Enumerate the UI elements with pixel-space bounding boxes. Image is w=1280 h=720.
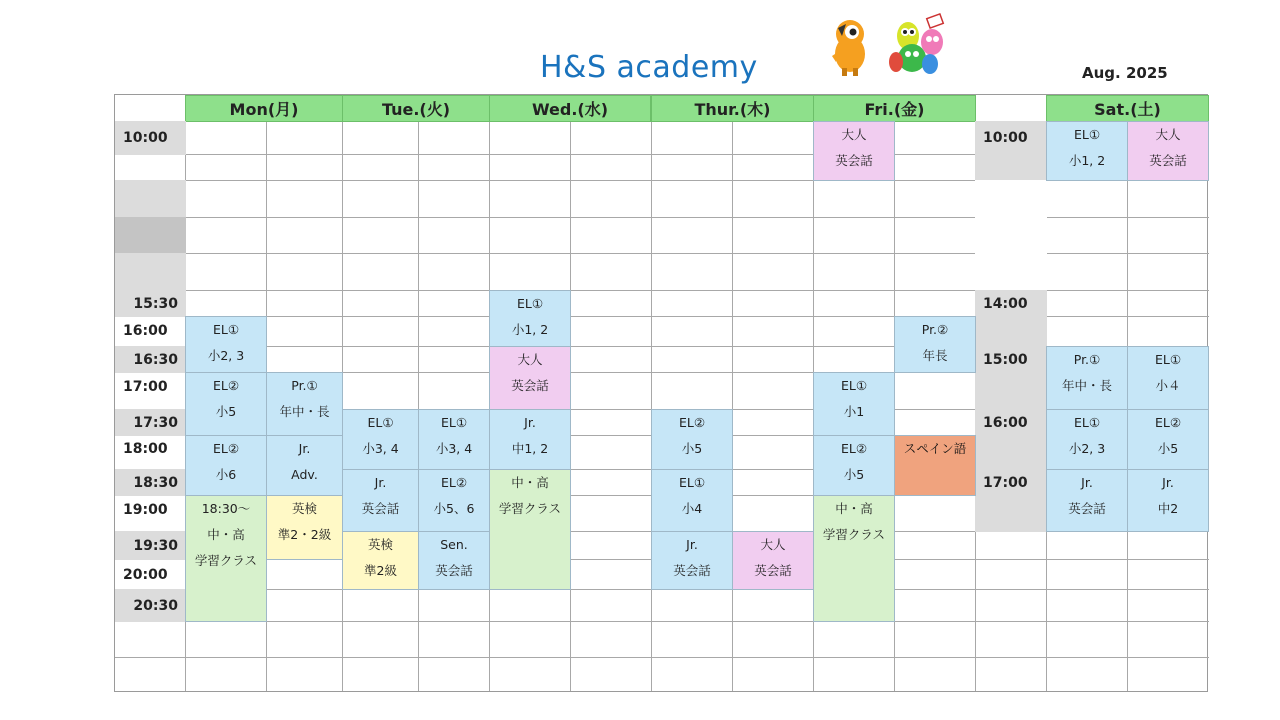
class-level: 小1 — [843, 404, 865, 419]
header-monday: Mon(月) — [185, 95, 343, 122]
class-block[interactable] — [894, 435, 976, 496]
class-name: Pr.② — [921, 322, 949, 337]
class-name: 大人 — [517, 352, 543, 367]
time-label: 16:30 — [115, 346, 186, 373]
time-label: 18:30 — [115, 469, 186, 496]
class-block[interactable] — [1046, 346, 1128, 410]
class-level: 小4 — [681, 501, 703, 516]
time-label: 19:00 — [123, 502, 168, 518]
class-level: 英会話 — [754, 563, 792, 578]
time-blank — [115, 217, 186, 254]
class-level: 英会話 — [435, 563, 473, 578]
time-label: 17:00 — [123, 379, 168, 395]
class-name: EL① — [212, 322, 240, 337]
class-name: EL① — [840, 378, 868, 393]
sat-time-blank — [975, 495, 1047, 532]
class-block[interactable] — [489, 409, 571, 470]
time-label: 15:30 — [115, 290, 186, 317]
header-friday: Fri.(金) — [813, 95, 976, 122]
class-name: EL② — [1154, 415, 1182, 430]
sat-time-label: 14:00 — [975, 290, 1047, 317]
class-block[interactable] — [894, 316, 976, 373]
class-name: EL① — [1073, 415, 1101, 430]
class-level: 中1, 2 — [511, 441, 549, 456]
timetable-grid — [114, 94, 1208, 692]
class-name: 大人 — [1155, 127, 1181, 142]
class-block[interactable] — [185, 316, 267, 373]
class-level: 年中・長 — [279, 404, 330, 419]
time-label: 10:00 — [115, 121, 186, 155]
class-name: Jr. — [374, 475, 387, 490]
class-level: 英会話 — [361, 501, 400, 516]
class-level: 英会話 — [1149, 153, 1187, 168]
class-level: 小5、6 — [433, 501, 475, 516]
class-block[interactable] — [651, 469, 733, 532]
class-level: 学習クラス — [498, 501, 562, 516]
page-title: H&S academy — [540, 50, 758, 85]
time-blank — [115, 253, 186, 291]
time-label: 20:30 — [115, 589, 186, 622]
class-block[interactable] — [418, 409, 490, 470]
class-name: EL① — [440, 415, 468, 430]
class-block[interactable] — [185, 372, 267, 436]
class-name: Sen. — [440, 537, 468, 552]
class-block[interactable] — [1127, 409, 1209, 470]
class-time: 18:30～ — [201, 501, 251, 516]
sat-time-blank — [975, 316, 1047, 346]
class-level: 英会話 — [511, 378, 549, 393]
class-level: 小3, 4 — [435, 441, 473, 456]
header-tuesday: Tue.(火) — [342, 95, 490, 122]
class-level: 学習クラス — [822, 527, 886, 542]
class-block[interactable] — [813, 372, 895, 436]
class-block[interactable] — [732, 531, 814, 590]
time-label: 19:30 — [115, 531, 186, 560]
class-block[interactable] — [266, 435, 343, 496]
class-name: 大人 — [760, 537, 786, 552]
class-level: 小5 — [843, 467, 865, 482]
class-level: 小3, 4 — [362, 441, 399, 456]
class-level: 小４ — [1155, 378, 1181, 393]
header-saturday: Sat.(土) — [1046, 95, 1209, 122]
class-block[interactable] — [813, 435, 895, 496]
sat-time-blank — [975, 372, 1047, 409]
class-name: EL② — [212, 441, 240, 456]
time-label: 18:00 — [123, 440, 168, 457]
sat-time-label: 15:00 — [975, 346, 1047, 373]
class-level: 年長 — [922, 348, 948, 363]
class-block[interactable] — [266, 372, 343, 436]
class-block[interactable] — [489, 290, 571, 347]
class-name: EL② — [840, 441, 868, 456]
class-name: 中・高 — [835, 501, 873, 516]
class-block[interactable] — [342, 531, 419, 590]
class-block[interactable] — [1046, 121, 1128, 181]
class-block[interactable] — [813, 495, 895, 622]
class-name: 英検 — [367, 537, 393, 552]
class-level: 小6 — [215, 467, 237, 482]
time-blank — [115, 180, 186, 218]
class-block[interactable] — [266, 495, 343, 560]
class-name: Jr. — [686, 537, 698, 552]
sat-time-label: 16:00 — [975, 409, 1047, 436]
class-block[interactable] — [418, 531, 490, 590]
class-name: Pr.① — [291, 378, 318, 393]
class-block[interactable] — [1127, 469, 1209, 532]
time-label: 20:00 — [123, 566, 168, 583]
class-block[interactable] — [185, 495, 267, 622]
class-name: EL① — [1073, 127, 1101, 142]
class-block[interactable] — [342, 469, 419, 532]
sat-time-blank — [975, 180, 1047, 290]
mascots — [820, 6, 960, 82]
class-level: 準2級 — [364, 563, 397, 578]
class-name: EL① — [1154, 352, 1182, 367]
class-name: EL② — [440, 475, 468, 490]
class-name: 中・高 — [207, 527, 245, 542]
class-level: 英会話 — [673, 563, 711, 578]
class-level: 小5 — [215, 404, 237, 419]
sat-time-label: 10:00 — [975, 121, 1047, 155]
class-block[interactable] — [651, 531, 733, 590]
class-block[interactable] — [651, 409, 733, 470]
header-thursday: Thur.(木) — [651, 95, 814, 122]
class-level: 小2, 3 — [1068, 441, 1106, 456]
class-block[interactable] — [1127, 346, 1209, 410]
class-block[interactable] — [489, 346, 571, 410]
class-name: EL② — [212, 378, 240, 393]
class-block[interactable] — [185, 435, 267, 496]
class-level: 小5 — [681, 441, 703, 456]
class-level: 小2, 3 — [207, 348, 245, 363]
class-name: 中・高 — [511, 475, 549, 490]
class-name: EL② — [678, 415, 706, 430]
class-block[interactable] — [342, 409, 419, 470]
class-level: 学習クラス — [194, 553, 258, 568]
class-name: スペイン語 — [903, 441, 967, 456]
schedule-date: Aug. 2025 — [1082, 64, 1168, 82]
header-wednesday: Wed.(水) — [489, 95, 651, 122]
class-name: 英検 — [291, 501, 317, 516]
class-name: 大人 — [841, 127, 867, 142]
class-level: 小1, 2 — [1068, 153, 1106, 168]
class-name: EL① — [678, 475, 706, 490]
class-level: Adv. — [291, 467, 318, 482]
class-block[interactable] — [1046, 469, 1128, 532]
class-name: Jr. — [298, 441, 311, 456]
time-label: 17:30 — [115, 409, 186, 436]
sat-time-label: 17:00 — [975, 469, 1047, 496]
class-name: EL① — [516, 296, 544, 311]
mascot-orange-icon — [832, 20, 865, 76]
class-level: 英会話 — [1068, 501, 1106, 516]
class-block[interactable] — [1127, 121, 1209, 181]
class-block[interactable] — [489, 469, 571, 590]
class-name: EL① — [367, 415, 394, 430]
class-level: 年中・長 — [1061, 378, 1112, 393]
mascot-group-icon — [889, 14, 943, 74]
class-block[interactable] — [813, 121, 895, 181]
class-name: Jr. — [1162, 475, 1174, 490]
class-level: 英会話 — [835, 153, 873, 168]
class-level: 中2 — [1157, 501, 1179, 516]
time-label: 16:00 — [123, 323, 168, 339]
class-level: 準2・2級 — [277, 527, 332, 542]
class-block[interactable] — [418, 469, 490, 532]
class-level: 小1, 2 — [511, 322, 549, 337]
class-name: Pr.① — [1073, 352, 1101, 367]
class-name: Jr. — [1081, 475, 1093, 490]
class-level: 小5 — [1157, 441, 1179, 456]
sat-time-blank — [975, 154, 1047, 181]
sat-time-blank — [975, 435, 1047, 470]
class-block[interactable] — [1046, 409, 1128, 470]
class-name: Jr. — [524, 415, 536, 430]
